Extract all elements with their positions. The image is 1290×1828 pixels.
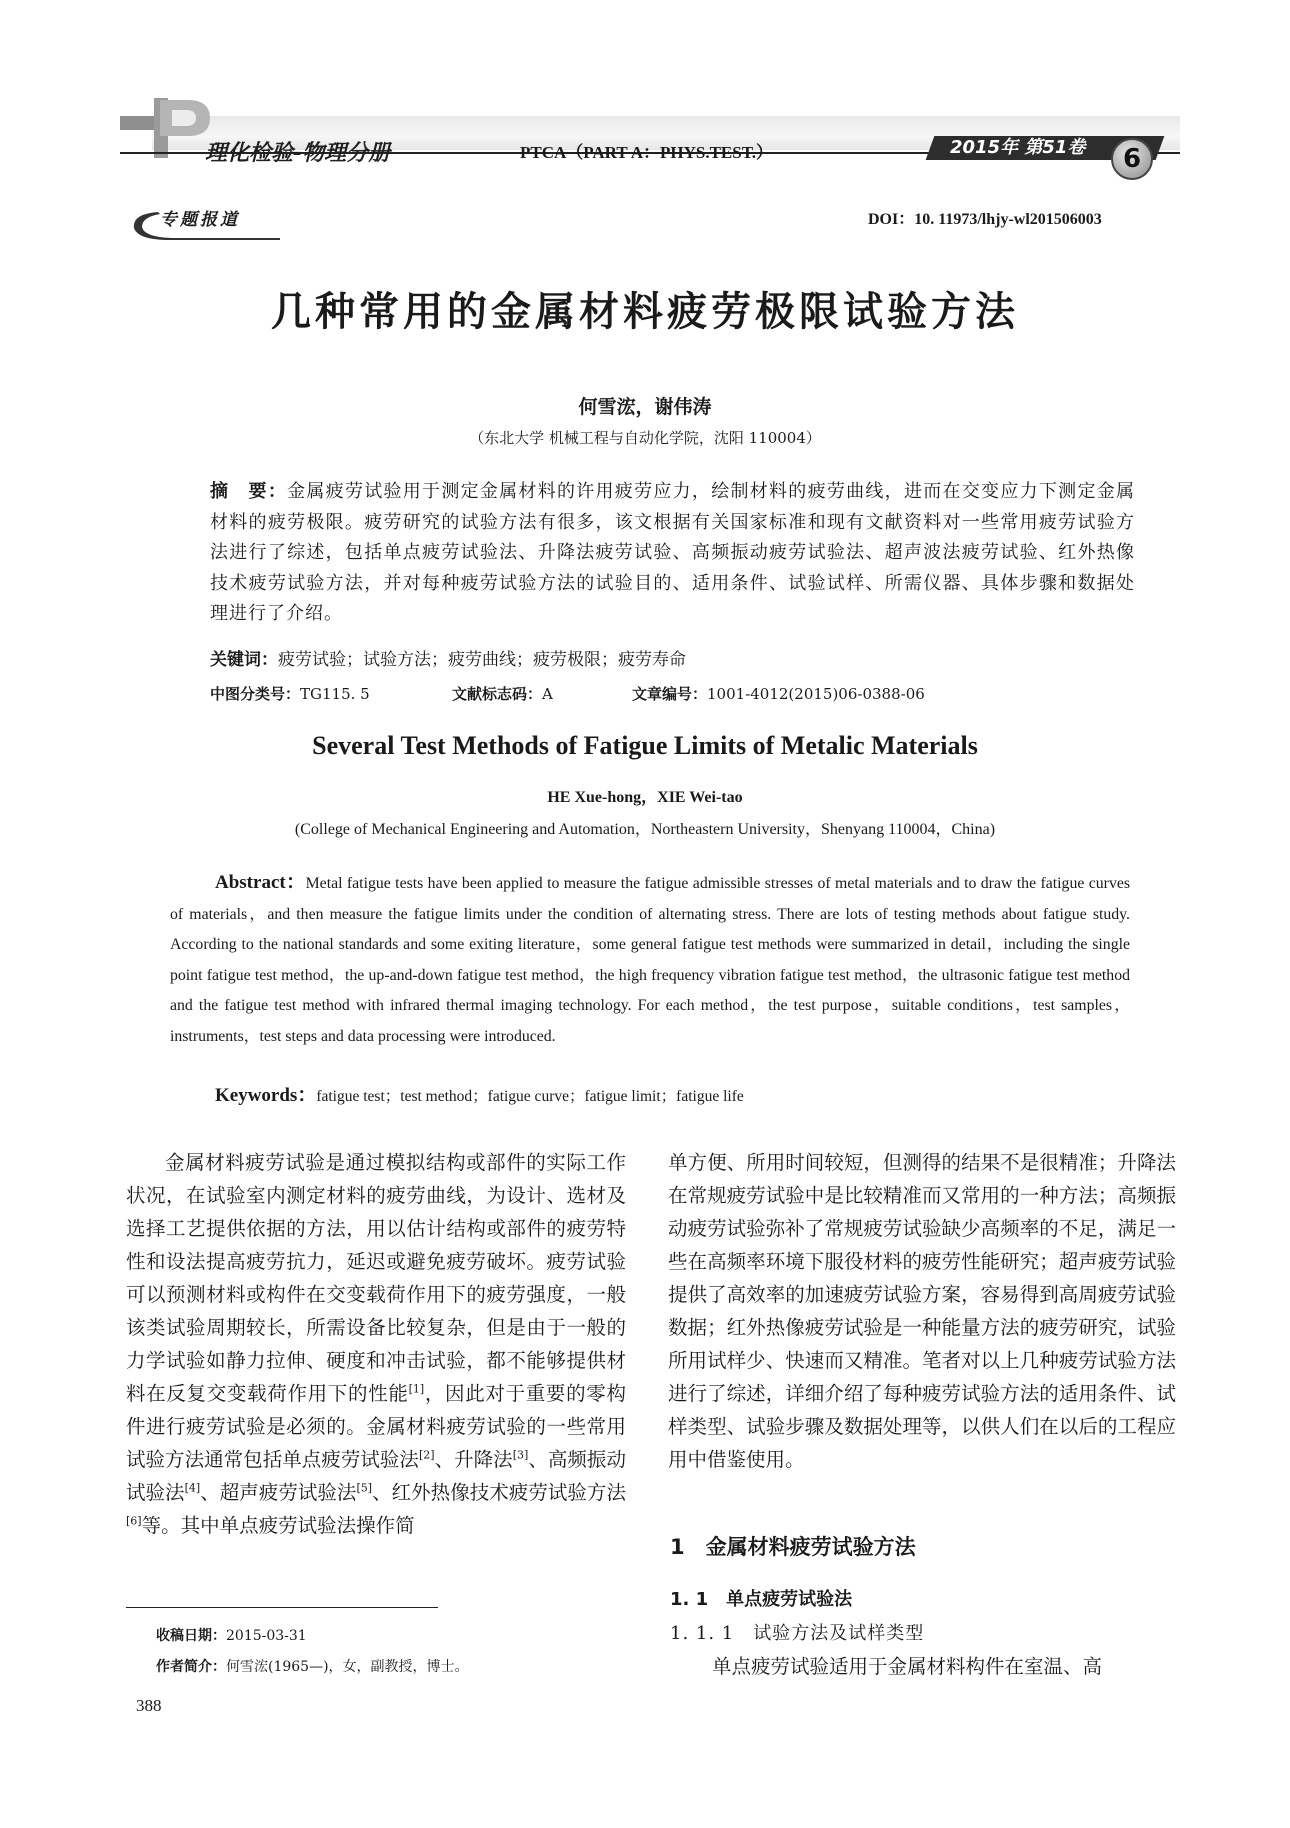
clc-number [210,687,370,702]
keywords-cn-text: 疲劳试验；试验方法；疲劳曲线；疲劳极限；疲劳寿命 [278,650,686,670]
authors-en: HE Xue-hong，XIE Wei-tao [547,789,743,806]
keywords-en [215,1086,744,1105]
section-heading-1: 1 金属材料疲劳试验方法 [670,1535,916,1559]
clc-label: 中图分类号： [210,685,301,703]
abstract-en [170,868,1130,1052]
journal-logo-icon [120,98,212,158]
body-left-text: 、升降法 [434,1448,513,1471]
citation-ref: [4] [184,1481,201,1495]
title-en: Several Test Methods of Fatigue Limits of Metalic Materials [312,731,978,760]
body-left-text: 、超声疲劳试验法 [200,1481,357,1504]
citation-ref: [3] [512,1448,529,1462]
body-left-text: 、高频振动试验法 [126,1448,626,1504]
keywords-cn [210,652,686,669]
citation-ref: [2] [418,1448,435,1462]
abstract-cn-text: 金属疲劳试验用于测定金属材料的许用疲劳应力，绘制材料的疲劳曲线，进而在交变应力下测定金属材料的疲劳极限。疲劳研究的试验方法有很多，该文根据有关国家标准和现有文献资料对一些常用疲劳试验方法进行了综述，包括单点疲劳试验法、升降法疲劳试验、高频振动疲劳试验法、超声波法疲劳试验、红外热像技术疲劳试验方法，并对每种疲劳试验方法的试验目的、适用条件、试验试样、所需仪器、具体步骤和数据处理进行了介绍。 [210,481,1135,624]
article-number [632,687,925,702]
footnote-received [156,1629,307,1643]
body-left-column [126,1146,626,1542]
citation-ref: [5] [356,1481,373,1495]
section-tag: 专题报道 [160,210,240,230]
clc-value: TG115. 5 [300,685,370,703]
journal-name-en: PTCA（PART A：PHYS.TEST.） [520,143,774,162]
title-cn: 几种常用的金属材料疲劳极限试验方法 [271,289,1019,335]
doi: DOI：10. 11973/lhjy-wl201506003 [868,211,1102,228]
document-code [452,687,553,702]
section-heading-1-1-1: 1. 1. 1 试验方法及试样类型 [670,1623,925,1644]
received-value: 2015-03-31 [226,1628,307,1644]
abstract-cn [210,477,1135,630]
abstract-en-text: Metal fatigue tests have been applied to measure the fatigue admissible stresses of metal materials and to draw the fatigue curves of materials，and then measure the fatigue limits under the condition of alternating stress. There are lots of testing methods about fatigue study. According to the national standards and some exiting literature，some general fatigue test methods were summarized in detail，including the single point fatigue test method，the up-and-down fatigue test method，the high frequency vibration fatigue test method，the ultrasonic fatigue test method and the fatigue test method with infrared thermal imaging technology. For each method，the test purpose，suitable conditions，test samples，instruments，test steps and data processing were introduced. [170,875,1131,1045]
affiliation-cn: （东北大学 机械工程与自动化学院，沈阳 110004） [469,429,821,447]
body-left-text: ，因此对于重要的零构件进行疲劳试验是必须的。金属材料疲劳试验的一些常用试验方法通常包括单点疲劳试验法 [126,1382,626,1471]
body-left-text: 金属材料疲劳试验是通过模拟结构或部件的实际工作状况，在试验室内测定材料的疲劳曲线，为设计、选材及选择工艺提供依据的方法，用以估计结构或部件的疲劳特性和设法提高疲劳抗力，延迟或避免疲劳破坏。疲劳试验可以预测材料或构件在交变载荷作用下的疲劳强度，一般该类试验周期较长，所需设备比较复杂，但是由于一般的力学试验如静力拉伸、硬度和冲击试验，都不能够提供材料在反复交变载荷作用下的性能 [126,1151,626,1405]
author-bio-label: 作者简介： [156,1659,226,1675]
document-code-label: 文献标志码： [452,685,543,703]
keywords-cn-label: 关键词： [210,650,278,670]
footnote-rule [126,1607,438,1608]
abstract-cn-label: 摘 要： [210,481,288,502]
authors-cn: 何雪浤，谢伟涛 [578,396,712,418]
section-heading-1-1: 1. 1 单点疲劳试验法 [670,1589,853,1610]
footnote-author [156,1660,469,1674]
body-left-text: 等。其中单点疲劳试验法操作简 [141,1514,415,1537]
received-label: 收稿日期： [156,1628,226,1644]
year-volume: 2015年 第51卷 [950,137,1086,158]
journal-name-cn: 理化检验-物理分册 [205,141,391,166]
body-left-text: 、红外热像技术疲劳试验方法 [372,1481,626,1504]
article-number-label: 文章编号： [632,685,708,703]
affiliation-en: (College of Mechanical Engineering and Automation，Northeastern University，Shenyang 110004，China) [294,821,996,838]
document-code-value: A [542,685,553,703]
body-right-column: 单方便、所用时间较短，但测得的结果不是很精准；升降法在常规疲劳试验中是比较精准而又常用的一种方法；高频振动疲劳试验弥补了常规疲劳试验缺少高频率的不足，满足一些在高频率环境下服役材料的疲劳性能研究；超声疲劳试验提供了高效率的加速疲劳试验方案，容易得到高周疲劳试验数据；红外热像疲劳试验是一种能量方法的疲劳研究，试验所用试样少、快速而又精准。笔者对以上几种疲劳试验方法进行了综述，详细介绍了每种疲劳试验方法的适用条件、试样类型、试验步骤及数据处理等，以供人们在以后的工程应用中借鉴使用。 [668,1151,1176,1471]
issue-badge: 6 [1111,138,1153,180]
citation-ref: [6] [126,1514,142,1528]
author-bio-value: 何雪浤(1965—)，女，副教授，博士。 [226,1659,469,1675]
citation-ref: [1] [408,1382,425,1396]
page-number: 388 [136,1696,162,1715]
keywords-en-text: fatigue test；test method；fatigue curve；fatigue limit；fatigue life [316,1088,744,1105]
article-number-value: 1001-4012(2015)06-0388-06 [707,685,925,703]
section-text-start: 单点疲劳试验适用于金属材料构件在室温、高 [712,1655,1103,1678]
keywords-en-label: Keywords： [215,1085,317,1106]
abstract-en-label: Abstract： [215,872,306,893]
